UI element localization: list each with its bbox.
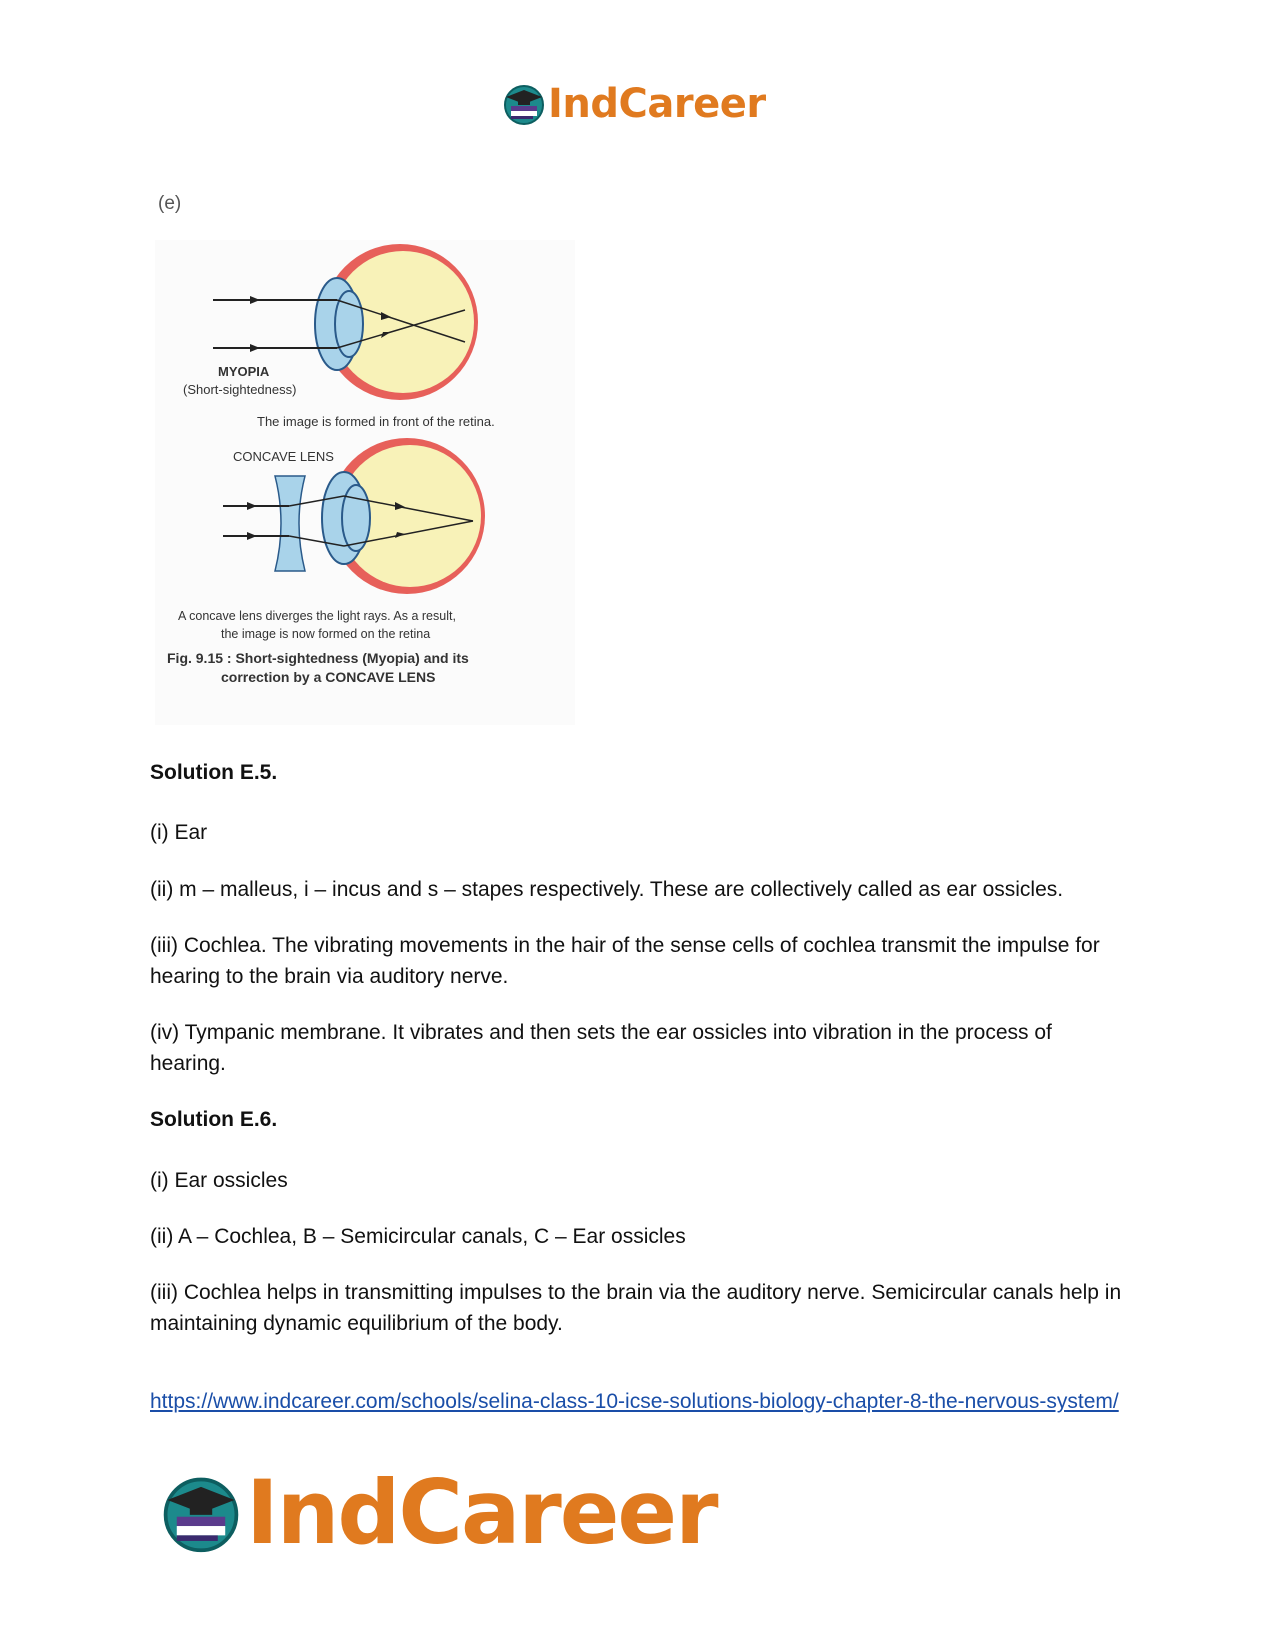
figure-label: (e) [158, 193, 182, 214]
header-logo-text: IndCareer [548, 81, 766, 127]
solution-e5 [150, 758, 1130, 1079]
solution-item: (iii) Cochlea. The vibrating movements in the hair of the sense cells of cochlea transmit the impulse for hearing to the brain via auditory nerve. [150, 934, 1100, 988]
graduation-cap-icon [502, 82, 546, 126]
fig-caption-line-1: Fig. 9.15 : Short-sightedness (Myopia) and its [167, 650, 469, 666]
solution-item: (i) Ear [150, 821, 208, 845]
header-logo [502, 78, 766, 130]
myopia-diagram [155, 240, 575, 725]
solution-item: (ii) A – Cochlea, B – Semicircular canals, C – Ear ossicles [150, 1224, 686, 1248]
footer-logo [160, 1461, 717, 1564]
graduation-cap-icon [160, 1472, 242, 1554]
source-link[interactable]: https://www.indcareer.com/schools/selina-class-10-icse-solutions-biology-chapter-8-the-nervous-system/ [150, 1390, 1119, 1413]
myopia-subtitle: (Short-sightedness) [183, 382, 297, 397]
solution-item: (iii) Cochlea helps in transmitting impulses to the brain via the auditory nerve. Semicircular canals help in maintaining dynamic equilibrium of the body. [150, 1281, 1122, 1335]
solution-item: (ii) m – malleus, i – incus and s – stapes respectively. These are collectively called as ear ossicles. [150, 877, 1064, 901]
footer-logo-text: IndCareer [246, 1461, 717, 1564]
lens-label: CONCAVE LENS [233, 449, 334, 464]
solution-item: (i) Ear ossicles [150, 1168, 288, 1192]
solutions-content [150, 758, 1130, 1365]
bottom-caption-line-1: A concave lens diverges the light rays. As a result, [178, 609, 456, 623]
solution-e6 [150, 1105, 1130, 1339]
solution-heading: Solution E.6. [150, 1108, 278, 1132]
myopia-caption: The image is formed in front of the retina. [257, 414, 495, 429]
solution-heading: Solution E.5. [150, 761, 278, 784]
fig-caption-line-2: correction by a CONCAVE LENS [221, 669, 436, 685]
myopia-title: MYOPIA [218, 364, 270, 379]
bottom-caption-line-2: the image is now formed on the retina [221, 627, 431, 641]
solution-item: (iv) Tympanic membrane. It vibrates and then sets the ear ossicles into vibration in the process of hearing. [150, 1021, 1052, 1075]
